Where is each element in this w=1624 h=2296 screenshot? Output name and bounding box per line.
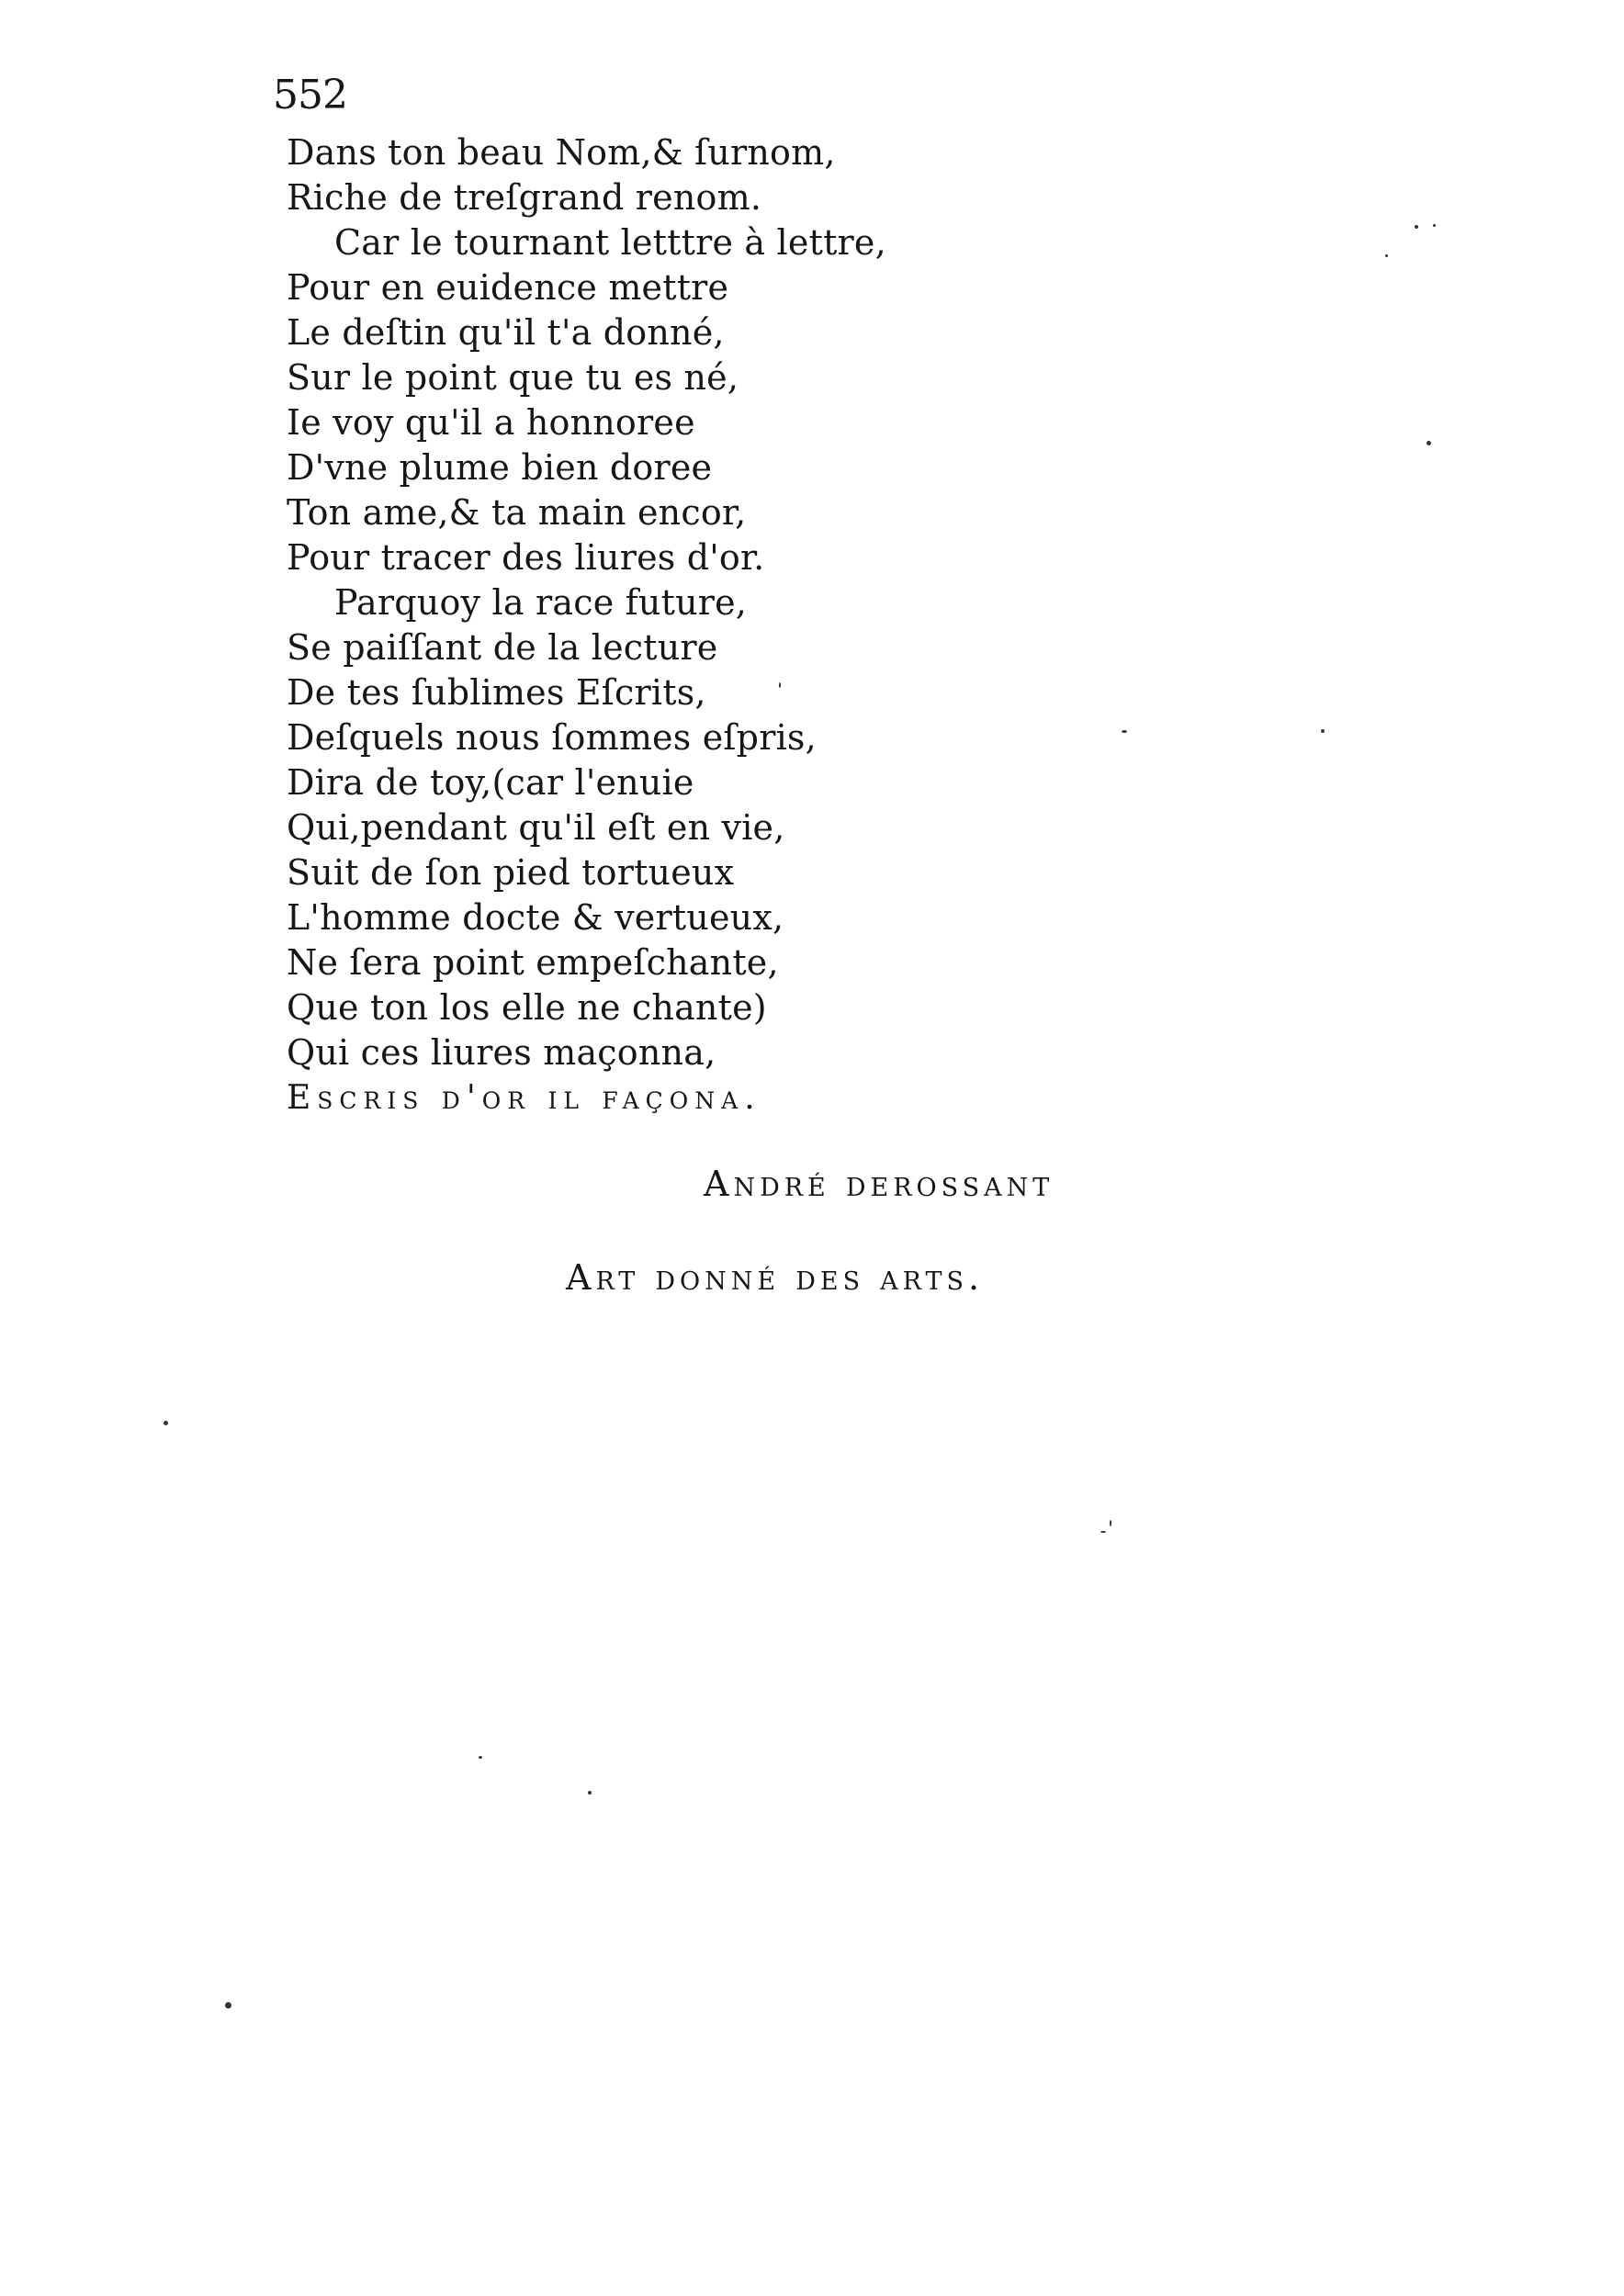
scan-speck: [588, 1791, 592, 1795]
poem-line: Car le tournant letttre à lettre,: [334, 222, 886, 263]
poem-line: Riche de treſgrand renom.: [287, 177, 762, 218]
scan-speck: [1122, 730, 1127, 733]
scan-speck: [225, 2002, 231, 2009]
poem: [287, 130, 886, 1120]
poem-line: De tes ſublimes Eſcrits,: [287, 672, 706, 713]
poem-line: Sur le point que tu es né,: [287, 357, 739, 398]
poem-line: Dira de toy,(car l'enuie: [287, 762, 694, 803]
anagram-line: Art donné des arts.: [566, 1257, 985, 1298]
poem-line: Le deſtin qu'il t'a donné,: [287, 312, 725, 353]
poem-line: Qui,pendant qu'il eſt en vie,: [287, 807, 785, 848]
poem-line: Deſquels nous ſommes eſpris,: [287, 717, 817, 758]
poem-line: Ton ame,& ta main encor,: [287, 492, 747, 533]
scan-speck: [1415, 225, 1418, 229]
scan-speck: [164, 1421, 168, 1425]
scan-speck: [479, 1756, 482, 1759]
author-signature: André derossant: [704, 1164, 1054, 1204]
page-number: 552: [273, 72, 347, 118]
poem-line: Dans ton beau Nom,& ſurnom,: [287, 132, 836, 173]
poem-line: Suit de ſon pied tortueux: [287, 852, 735, 893]
scan-speck: [1385, 254, 1388, 257]
scan-speck: [1427, 441, 1431, 445]
poem-line: Se paiſſant de la lecture: [287, 627, 718, 668]
scan-speck: [1433, 224, 1436, 227]
scan-speck: [1110, 1520, 1111, 1526]
poem-line: Ne ſera point empeſchante,: [287, 942, 779, 983]
poem-line: Ie voy qu'il a honnoree: [287, 402, 695, 443]
poem-line: Qui ces liures maçonna,: [287, 1032, 716, 1073]
poem-line: D'vne plume bien doree: [287, 447, 713, 488]
poem-line: Que ton los elle ne chante): [287, 987, 767, 1028]
poem-line: Parquoy la race future,: [334, 582, 748, 623]
poem-line: Pour tracer des liures d'or.: [287, 537, 765, 578]
scan-speck: [1100, 1531, 1106, 1533]
scan-speck: [1321, 729, 1325, 733]
poem-line: Pour en euidence mettre: [287, 267, 729, 308]
poem-line: L'homme docte & vertueux,: [287, 897, 784, 938]
poem-closing-line: Escris d'or il façona.: [287, 1079, 761, 1117]
scan-speck: [779, 682, 781, 688]
